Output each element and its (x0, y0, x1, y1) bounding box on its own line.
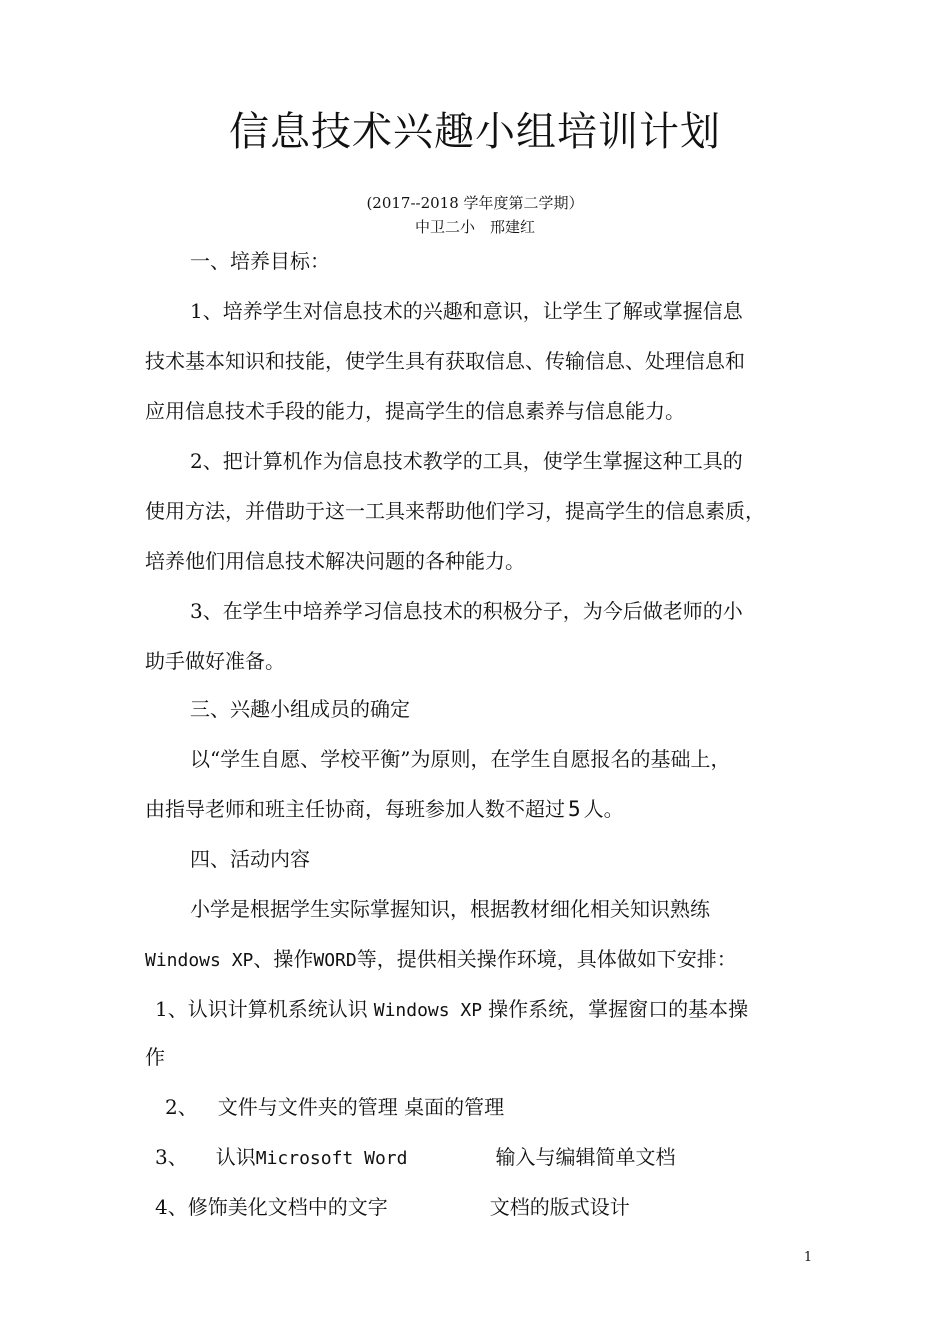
members-limit-number: 5 (568, 797, 581, 821)
members-line-2 (145, 794, 810, 824)
item-1-line-1 (155, 994, 820, 1026)
goal-3-line-1: 3、在学生中培养学习信息技术的积极分子，为今后做老师的小 (190, 599, 743, 623)
content-heading: 四、活动内容 (190, 847, 310, 871)
goal-2-line-3: 培养他们用信息技术解决问题的各种能力。 (145, 549, 525, 573)
goal-2-line-2: 使用方法，并借助于这一工具来帮助他们学习，提高学生的信息素质， (145, 499, 765, 523)
item-3-text-a: 认识 (215, 1145, 256, 1169)
content-text-a: 、操作 (253, 947, 314, 971)
item-4-text-b: 文档的版式设计 (489, 1195, 630, 1219)
members-text-end: 人。 (583, 797, 624, 821)
goal-3-line-2: 助手做好准备。 (145, 649, 285, 673)
item-3-text-c: 输入与编辑简单文档 (495, 1145, 676, 1169)
document-title: 信息技术兴趣小组培训计划 (229, 109, 721, 155)
item-4-text-a: 4、修饰美化文档中的文字 (155, 1195, 388, 1219)
content-line-1: 小学是根据学生实际掌握知识，根据教材细化相关知识熟练 (190, 897, 710, 921)
goals-heading: 一、培养目标： (190, 249, 330, 273)
item-1-windows-xp: Windows XP (373, 1000, 483, 1021)
item-3 (155, 1142, 820, 1174)
item-1-text-a: 1、认识计算机系统认识 (155, 997, 368, 1021)
item-3-microsoft-word: Microsoft Word (255, 1148, 408, 1169)
item-1-line-2: 作 (145, 1045, 165, 1069)
item-3-number: 3、 (155, 1145, 188, 1169)
school-term: (2017--2018 学年度第二学期） (366, 194, 584, 212)
members-heading: 三、兴趣小组成员的确定 (190, 697, 410, 721)
item-4 (155, 1192, 820, 1222)
word-text: WORD (313, 950, 357, 971)
goal-1-line-1: 1、培养学生对信息技术的兴趣和意识，让学生了解或掌握信息 (190, 299, 743, 323)
item-2 (165, 1092, 830, 1122)
content-line-2 (145, 944, 810, 976)
windows-xp-text: Windows XP (145, 950, 254, 971)
goal-1-line-3: 应用信息技术手段的能力，提高学生的信息素养与信息能力。 (145, 399, 685, 423)
goal-2-line-1: 2、把计算机作为信息技术教学的工具，使学生掌握这种工具的 (190, 449, 743, 473)
author-line: 中卫二小 邢建红 (414, 218, 535, 236)
content-text-b: 等，提供相关操作环境，具体做如下安排： (356, 947, 737, 971)
item-2-number: 2、 (165, 1095, 198, 1119)
item-2-text: 文件与文件夹的管理 桌面的管理 (217, 1095, 505, 1119)
members-text: 由指导老师和班主任协商，每班参加人数不超过 (145, 797, 565, 821)
members-line-1: 以“学生自愿、学校平衡”为原则，在学生自愿报名的基础上， (190, 747, 731, 771)
goal-1-line-2: 技术基本知识和技能，使学生具有获取信息、传输信息、处理信息和 (145, 349, 745, 373)
item-1-text-c: 操作系统，掌握窗口的基本操 (488, 997, 749, 1021)
page-number: 1 (803, 1250, 813, 1265)
